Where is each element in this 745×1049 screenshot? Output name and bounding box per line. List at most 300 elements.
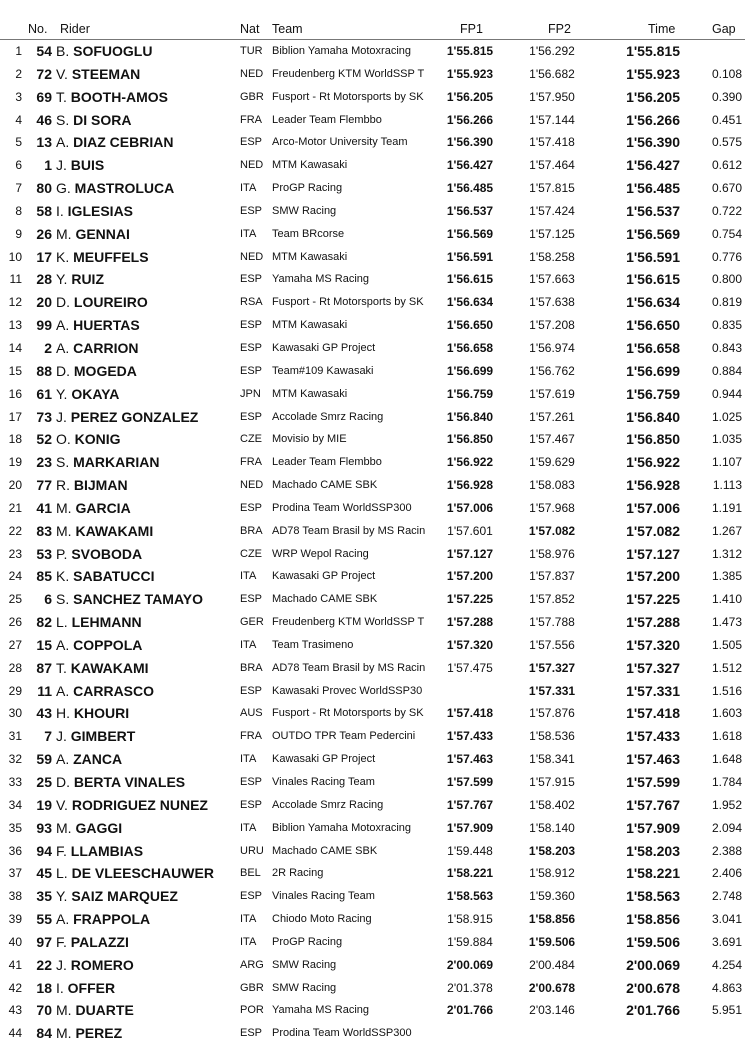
table-row: [0, 520, 745, 543]
team-name: Machado CAME SBK: [272, 479, 378, 492]
rider-name: [56, 268, 236, 291]
rider-number: 69: [36, 88, 52, 105]
rider-number: 25: [36, 774, 52, 790]
gap-to-leader: 1.784: [711, 775, 742, 789]
fp1-time: 1'57.320: [446, 637, 494, 652]
rider-name: [56, 246, 236, 269]
rider-surname: SOFUOGLU: [73, 43, 153, 59]
fp1-time: 1'55.923: [446, 66, 494, 81]
best-time: 1'57.320: [626, 636, 680, 653]
fp1-time: 1'58.915: [447, 912, 493, 927]
team-name: MTM Kawasaki: [272, 159, 348, 172]
rider-initial: B.: [56, 43, 70, 59]
rider-number: 7: [44, 728, 52, 745]
position: 4: [15, 112, 22, 127]
fp2-time: 1'56.682: [529, 66, 575, 81]
rider-number: 70: [36, 1002, 52, 1019]
team-name: Kawasaki Provec WorldSSP30: [272, 684, 423, 697]
nationality: BRA: [240, 661, 263, 674]
nationality: ITA: [240, 913, 257, 926]
gap-to-leader: 0.884: [711, 363, 742, 378]
table-row: [0, 885, 745, 908]
rider-surname: RUIZ: [71, 271, 104, 288]
rider-initial: T.: [56, 659, 67, 676]
table-header: [0, 18, 745, 40]
rider-name: [56, 794, 236, 817]
fp1-time: 1'57.288: [446, 615, 494, 630]
fp2-time: 2'03.146: [529, 1003, 575, 1018]
fp2-time: 1'57.424: [529, 203, 575, 218]
nationality: RSA: [240, 296, 263, 309]
fp2-time: 1'56.762: [529, 363, 575, 378]
fp1-time: 1'57.463: [446, 752, 494, 767]
best-time: 1'56.634: [626, 294, 680, 311]
gap-to-leader: 3.691: [711, 934, 742, 949]
fp2-time: 1'57.619: [529, 386, 575, 401]
fp2-time: 1'57.968: [529, 500, 575, 515]
best-time: 1'56.485: [626, 180, 680, 197]
fp1-time: 1'57.006: [446, 500, 494, 515]
best-time: 1'58.221: [626, 865, 680, 882]
gap-to-leader: 1.191: [711, 500, 742, 515]
nationality: ESP: [240, 798, 263, 811]
nationality: FRA: [240, 730, 262, 743]
rider-name: [56, 337, 236, 360]
position: 36: [8, 843, 22, 858]
rider-initial: A.: [56, 317, 70, 334]
position: 10: [8, 249, 22, 264]
nationality: ESP: [240, 501, 263, 514]
best-time: 1'56.591: [626, 248, 680, 265]
team-name: Prodina Team WorldSSP300: [272, 1027, 412, 1040]
position: 21: [8, 500, 22, 515]
table-row: [0, 634, 745, 657]
best-time: 2'01.766: [626, 1002, 680, 1019]
position: 44: [8, 1026, 22, 1041]
table-row: [0, 794, 745, 817]
fp1-time: 1'58.221: [446, 866, 494, 881]
best-time: 1'57.433: [626, 728, 680, 745]
best-time: 1'57.767: [626, 796, 680, 813]
fp1-time: 1'57.909: [446, 820, 494, 835]
rider-number: 53: [36, 545, 52, 562]
gap-to-leader: 4.254: [711, 957, 742, 972]
fp2-time: 1'57.815: [529, 181, 575, 196]
position: 25: [8, 592, 22, 607]
nationality: ESP: [240, 684, 263, 697]
rider-name: [56, 771, 236, 794]
nationality: ARG: [240, 958, 264, 971]
team-name: Fusport - Rt Motorsports by SK: [272, 707, 424, 720]
fp2-time: 1'57.464: [529, 158, 575, 173]
fp1-time: 1'56.928: [446, 478, 494, 493]
rider-name: [56, 360, 236, 383]
gap-to-leader: 1.618: [711, 729, 742, 744]
fp2-time: 1'58.341: [529, 752, 575, 767]
team-name: WRP Wepol Racing: [272, 547, 369, 560]
rider-surname: ZANCA: [73, 751, 123, 768]
position: 11: [9, 272, 22, 287]
best-time: 1'57.418: [626, 705, 680, 722]
rider-number: 55: [36, 911, 52, 928]
gap-to-leader: 1.107: [711, 455, 742, 470]
rider-name: [56, 428, 236, 451]
nationality: AUS: [240, 707, 263, 720]
gap-to-leader: 2.406: [711, 866, 742, 881]
gap-to-leader: 0.776: [711, 249, 742, 264]
fp2-time: 1'57.638: [529, 295, 575, 310]
table-row: [0, 771, 745, 794]
fp1-time: 1'56.850: [446, 432, 494, 447]
rider-number: 94: [36, 842, 52, 859]
position: 32: [8, 752, 22, 767]
fp2-time: 1'59.506: [528, 934, 576, 949]
fp2-time: 1'57.876: [529, 706, 575, 721]
nationality: ITA: [240, 182, 257, 195]
fp2-time: 1'57.418: [529, 135, 575, 150]
table-row: [0, 154, 745, 177]
team-name: Freudenberg KTM WorldSSP T: [272, 616, 425, 629]
fp2-time: 1'57.852: [529, 592, 575, 607]
fp1-time: 1'57.433: [446, 729, 494, 744]
position: 24: [8, 569, 22, 584]
table-row: [0, 702, 745, 725]
team-name: Biblion Yamaha Motoxracing: [272, 45, 412, 57]
rider-name: [56, 520, 236, 543]
nationality: ESP: [240, 890, 263, 903]
fp2-time: 1'57.327: [528, 660, 576, 675]
fp2-time: 1'58.536: [529, 729, 575, 744]
rider-initial: I.: [56, 202, 64, 219]
rider-surname: RODRIGUEZ NUNEZ: [71, 796, 208, 813]
fp1-time: 1'57.601: [447, 523, 493, 538]
rider-initial: J.: [56, 408, 67, 425]
rider-number: 26: [36, 225, 52, 242]
position: 19: [8, 455, 22, 470]
gap-to-leader: 0.575: [711, 135, 742, 150]
fp1-time: 1'56.537: [446, 203, 494, 218]
nationality: NED: [240, 159, 264, 172]
position: 43: [8, 1003, 22, 1018]
best-time: 1'56.928: [626, 477, 680, 494]
team-name: Yamaha MS Racing: [272, 273, 370, 286]
gap-to-leader: 0.451: [711, 112, 742, 127]
rider-number: 43: [36, 705, 52, 722]
rider-number: 93: [36, 819, 52, 836]
rider-name: [56, 885, 236, 908]
best-time: 1'57.200: [626, 568, 680, 585]
rider-name: [56, 999, 236, 1022]
table-row: [0, 451, 745, 474]
fp2-time: 1'58.083: [529, 478, 575, 493]
rider-name: [56, 840, 236, 863]
position: 33: [8, 775, 22, 789]
position: 38: [8, 889, 22, 904]
gap-to-leader: 3.041: [711, 912, 742, 927]
gap-to-leader: 0.390: [711, 89, 742, 104]
nationality: GER: [240, 616, 264, 629]
fp2-time: 1'59.360: [529, 889, 575, 904]
nationality: FRA: [240, 113, 262, 126]
team-name: Arco-Motor University Team: [272, 136, 408, 149]
table-body: [0, 40, 745, 1045]
fp1-time: 1'56.390: [446, 135, 494, 150]
header-gap: Gap: [712, 22, 736, 36]
table-row: [0, 246, 745, 269]
gap-to-leader: 0.843: [711, 340, 742, 355]
fp2-time: 1'57.144: [529, 112, 575, 127]
rider-number: 87: [36, 659, 52, 676]
rider-initial: R.: [56, 477, 70, 494]
fp2-time: 1'57.208: [529, 318, 575, 333]
rider-surname: KONIG: [74, 431, 121, 448]
fp2-time: 1'57.556: [529, 637, 575, 652]
rider-number: 28: [36, 271, 52, 288]
rider-name: [56, 86, 236, 109]
nationality: ESP: [240, 341, 263, 354]
rider-initial: F.: [56, 842, 67, 859]
gap-to-leader: 1.312: [711, 546, 742, 561]
best-time: 1'56.850: [626, 431, 680, 448]
fp1-time: 2'01.378: [447, 980, 493, 995]
nationality: ESP: [240, 319, 263, 332]
gap-to-leader: 0.722: [711, 203, 742, 218]
rider-initial: M.: [56, 225, 72, 242]
table-row: [0, 223, 745, 246]
rider-initial: J.: [56, 956, 67, 973]
position: 5: [15, 135, 22, 150]
rider-initial: M.: [56, 522, 72, 539]
rider-initial: J.: [56, 728, 67, 745]
rider-surname: BUIS: [70, 157, 105, 174]
fp2-time: 1'58.140: [529, 820, 575, 835]
rider-surname: BIJMAN: [73, 477, 128, 494]
rider-name: [56, 725, 236, 748]
rider-initial: Y.: [56, 888, 68, 905]
nationality: ITA: [240, 227, 257, 240]
table-row: [0, 337, 745, 360]
rider-name: [56, 611, 236, 634]
rider-initial: M.: [56, 819, 72, 836]
fp2-time: 1'57.082: [528, 523, 576, 538]
rider-number: 6: [44, 591, 52, 608]
rider-name: [56, 748, 236, 771]
table-row: [0, 406, 745, 429]
rider-name: [56, 977, 236, 1000]
fp2-time: 1'57.950: [529, 89, 575, 104]
team-name: Biblion Yamaha Motoxracing: [272, 821, 412, 834]
rider-name: [56, 63, 236, 86]
rider-initial: M.: [56, 1025, 72, 1042]
gap-to-leader: 1.267: [711, 523, 742, 538]
gap-to-leader: 1.410: [711, 592, 742, 607]
fp1-time: 1'59.884: [447, 934, 493, 949]
gap-to-leader: 1.952: [711, 797, 742, 812]
best-time: 1'58.563: [626, 888, 680, 905]
rider-number: 20: [36, 294, 52, 311]
fp2-time: 1'57.915: [529, 775, 575, 789]
gap-to-leader: 1.473: [711, 615, 742, 630]
gap-to-leader: 1.603: [711, 706, 742, 721]
best-time: 1'56.699: [626, 362, 680, 379]
rider-number: 88: [36, 362, 52, 379]
nationality: NED: [240, 67, 264, 80]
rider-initial: A.: [56, 911, 70, 928]
rider-number: 72: [36, 65, 52, 82]
position: 37: [8, 866, 22, 881]
position: 27: [8, 637, 22, 652]
position: 41: [8, 957, 22, 972]
nationality: GBR: [240, 90, 264, 103]
table-row: [0, 725, 745, 748]
fp1-time: 1'56.650: [446, 318, 494, 333]
rider-initial: H.: [56, 705, 70, 722]
position: 26: [8, 615, 22, 630]
position: 14: [8, 340, 22, 355]
position: 9: [15, 226, 22, 241]
team-name: Leader Team Flembbo: [272, 113, 382, 126]
fp1-time: 2'00.069: [446, 957, 494, 972]
best-time: 1'57.082: [626, 522, 680, 539]
rider-surname: GARCIA: [75, 499, 131, 516]
rider-surname: DUARTE: [75, 1002, 134, 1019]
rider-name: [56, 862, 236, 885]
fp2-time: 1'58.203: [528, 843, 576, 858]
table-row: [0, 268, 745, 291]
fp1-time: 1'55.815: [446, 44, 494, 58]
rider-initial: M.: [56, 499, 72, 516]
gap-to-leader: 2.094: [711, 820, 742, 835]
rider-surname: SVOBODA: [71, 545, 143, 562]
position: 35: [8, 820, 22, 835]
fp2-time: 1'57.467: [529, 432, 575, 447]
rider-name: [56, 497, 236, 520]
gap-to-leader: 1.505: [711, 637, 742, 652]
rider-initial: K.: [56, 568, 70, 585]
rider-name: [56, 657, 236, 680]
fp1-time: 1'57.200: [446, 569, 494, 584]
fp2-time: 1'57.331: [528, 683, 576, 698]
best-time: 1'57.463: [626, 751, 680, 768]
header-team: Team: [272, 22, 303, 36]
rider-initial: S.: [56, 591, 70, 608]
gap-to-leader: 0.800: [711, 272, 742, 287]
team-name: Chiodo Moto Racing: [272, 913, 372, 926]
position: 6: [15, 158, 22, 173]
rider-number: 99: [36, 317, 52, 334]
rider-name: [56, 383, 236, 406]
rider-initial: L.: [56, 865, 68, 882]
position: 20: [8, 478, 22, 493]
rider-number: 77: [36, 477, 52, 494]
rider-surname: PEREZ: [75, 1025, 123, 1042]
rider-surname: SAIZ MARQUEZ: [71, 888, 178, 905]
nationality: ESP: [240, 364, 263, 377]
rider-surname: MASTROLUCA: [74, 180, 175, 197]
best-time: 1'57.127: [626, 545, 680, 562]
best-time: 1'57.288: [626, 614, 680, 631]
table-row: [0, 954, 745, 977]
fp1-time: 1'56.266: [446, 112, 494, 127]
rider-number: 73: [36, 408, 52, 425]
gap-to-leader: 1.025: [711, 409, 742, 424]
rider-initial: S.: [56, 111, 70, 128]
gap-to-leader: 0.754: [711, 226, 742, 241]
table-row: [0, 680, 745, 703]
team-name: OUTDO TPR Team Pedercini: [272, 730, 416, 743]
best-time: 1'55.923: [626, 65, 680, 82]
team-name: SMW Racing: [272, 204, 337, 217]
rider-number: 80: [36, 180, 52, 197]
best-time: 1'55.815: [626, 43, 680, 59]
gap-to-leader: 1.516: [711, 683, 742, 698]
team-name: Kawasaki GP Project: [272, 753, 376, 766]
rider-surname: MOGEDA: [73, 362, 137, 379]
fp2-time: 2'00.484: [529, 957, 575, 972]
gap-to-leader: 1.512: [711, 660, 742, 675]
nationality: GBR: [240, 981, 264, 994]
position: 1: [15, 44, 22, 58]
rider-surname: GIMBERT: [70, 728, 136, 745]
gap-to-leader: 0.819: [711, 295, 742, 310]
best-time: 1'56.205: [626, 88, 680, 105]
position: 40: [8, 934, 22, 949]
nationality: CZE: [240, 547, 262, 560]
gap-to-leader: 0.944: [711, 386, 742, 401]
rider-initial: A.: [56, 636, 70, 653]
fp1-time: 1'57.418: [446, 706, 494, 721]
nationality: URU: [240, 844, 264, 857]
rider-surname: CARRION: [73, 339, 139, 356]
rider-number: 11: [37, 682, 52, 699]
rider-surname: PALAZZI: [70, 933, 129, 950]
rider-name: [56, 291, 236, 314]
gap-to-leader: 0.670: [711, 181, 742, 196]
best-time: 1'59.506: [626, 933, 680, 950]
fp1-time: 1'56.759: [446, 386, 494, 401]
position: 7: [15, 181, 22, 196]
header-fp1: FP1: [460, 22, 483, 36]
nationality: JPN: [240, 387, 261, 400]
nationality: ESP: [240, 776, 263, 788]
rider-name: [56, 588, 236, 611]
rider-name: [56, 223, 236, 246]
position: 2: [15, 66, 22, 81]
position: 23: [8, 546, 22, 561]
header-nat: Nat: [240, 22, 260, 36]
table-row: [0, 657, 745, 680]
team-name: Fusport - Rt Motorsports by SK: [272, 296, 424, 309]
team-name: Prodina Team WorldSSP300: [272, 501, 412, 514]
header-no: No.: [28, 22, 48, 36]
table-row: [0, 977, 745, 1000]
best-time: 1'56.569: [626, 225, 680, 242]
gap-to-leader: 4.863: [711, 980, 742, 995]
fp2-time: 1'59.629: [529, 455, 575, 470]
gap-to-leader: 1.113: [712, 478, 742, 493]
team-name: ProGP Racing: [272, 935, 343, 948]
fp1-time: 1'56.922: [446, 455, 494, 470]
rider-surname: DIAZ CEBRIAN: [73, 134, 174, 151]
table-row: [0, 63, 745, 86]
table-row: [0, 565, 745, 588]
rider-initial: T.: [56, 88, 67, 105]
rider-surname: MARKARIAN: [73, 454, 160, 471]
position: 3: [15, 89, 22, 104]
fp1-time: 1'58.563: [446, 889, 494, 904]
rider-number: 59: [36, 751, 52, 768]
header-fp2: FP2: [548, 22, 571, 36]
